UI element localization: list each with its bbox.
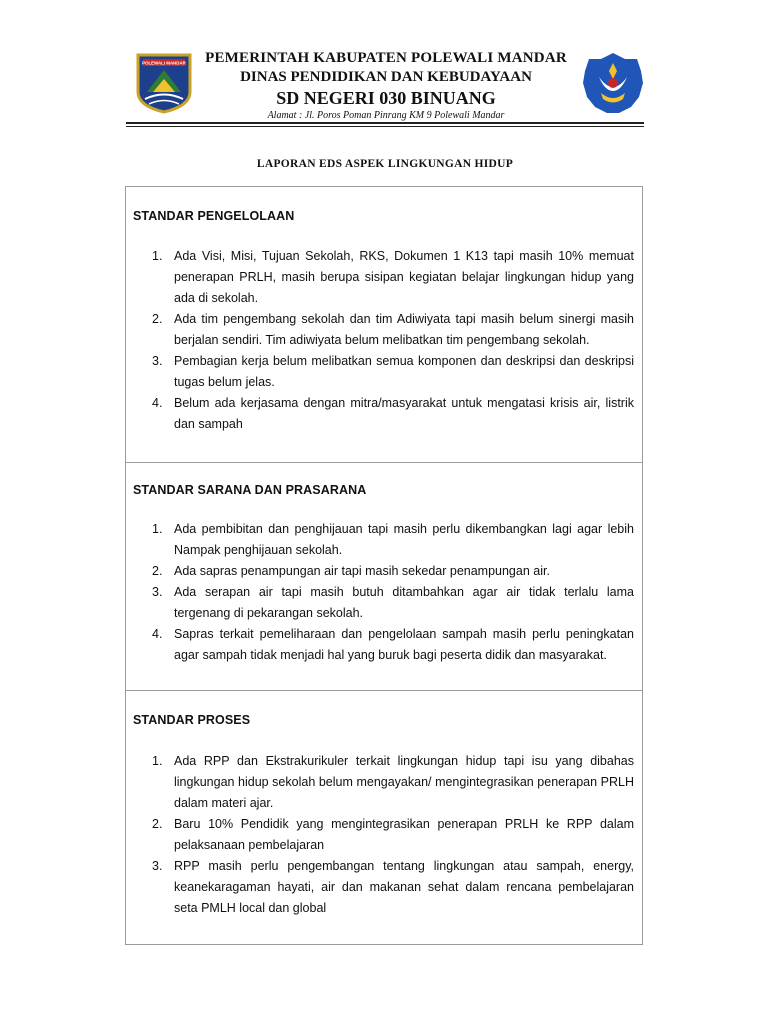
section-pengelolaan (126, 187, 642, 462)
school-name: SD NEGERI 030 BINUANG (276, 88, 496, 108)
list-item: 1. Ada Visi, Misi, Tujuan Sekolah, RKS, Dokumen 1 K13 tapi masih 10% memuat penerapan PRLH, masih berupa sisipan kegiatan belajar lingkungan hidup yang ada di sekolah. (152, 249, 634, 305)
document-title: LAPORAN EDS ASPEK LINGKUNGAN HIDUP (256, 158, 514, 170)
report-table (125, 186, 643, 945)
item-list (152, 519, 634, 666)
list-item: 3. RPP masih perlu pengembangan tentang lingkungan atau sampah, energy, keanekaragaman hayati, air dan makanan sehat dalam rencana pembelajaran seta PMLH local dan global (152, 859, 634, 915)
tut-wuri-handayani-emblem-icon (581, 51, 645, 117)
section-heading: STANDAR SARANA DAN PRASARANA (133, 483, 367, 497)
section-heading: STANDAR PENGELOLAAN (133, 209, 295, 223)
svg-text:POLEWALI MANDAR: POLEWALI MANDAR (142, 60, 186, 66)
list-item: 2. Ada sapras penampungan air tapi masih sekedar penampungan air. (152, 564, 550, 578)
item-list (152, 751, 634, 919)
list-item: 1. Ada pembibitan dan penghijauan tapi masih perlu dikembangkan lagi agar lebih Nampak penghijauan sekolah. (152, 522, 634, 557)
letterhead (126, 44, 644, 128)
list-item: 2. Baru 10% Pendidik yang mengintegrasikan penerapan PRLH ke RPP dalam pelaksanaan pembelajaran (152, 817, 634, 852)
list-item: 2. Ada tim pengembang sekolah dan tim Adiwiyata tapi masih belum sinergi masih berjalan sendiri. Tim adiwiyata belum melibatkan tim pengembang sekolah. (152, 312, 634, 347)
item-list (152, 246, 634, 435)
list-item: 3. Ada serapan air tapi masih butuh ditambahkan agar air tidak terlalu lama tergenang di pekarangan sekolah. (152, 585, 634, 620)
polewali-mandar-emblem-icon (135, 52, 193, 114)
department-line: DINAS PENDIDIKAN DAN KEBUDAYAAN (240, 69, 532, 85)
letterhead-rule-thick (126, 122, 644, 124)
section-sarana-prasarana (126, 462, 642, 691)
section-heading: STANDAR PROSES (133, 713, 251, 727)
government-line: PEMERINTAH KABUPATEN POLEWALI MANDAR (205, 50, 567, 66)
list-item: 4. Sapras terkait pemeliharaan dan pengelolaan sampah masih perlu peningkatan agar sampah tidak menjadi hal yang buruk bagi peserta didik dan masyarakat. (152, 627, 634, 662)
list-item: 1. Ada RPP dan Ekstrakurikuler terkait lingkungan hidup tapi isu yang dibahas lingkungan hidup sekolah belum mengayakan/ mengintegrasikan penerapan PRLH dalam materi ajar. (152, 754, 634, 810)
section-proses (126, 690, 642, 945)
school-address: Alamat : Jl. Poros Poman Pinrang KM 9 Polewali Mandar (267, 110, 505, 121)
list-item: 3. Pembagian kerja belum melibatkan semua komponen dan deskripsi dan deskripsi tugas belum jelas. (152, 354, 634, 389)
list-item: 4. Belum ada kerjasama dengan mitra/masyarakat untuk mengatasi krisis air, listrik dan sampah (152, 396, 634, 431)
letterhead-rule-thin (126, 126, 644, 127)
